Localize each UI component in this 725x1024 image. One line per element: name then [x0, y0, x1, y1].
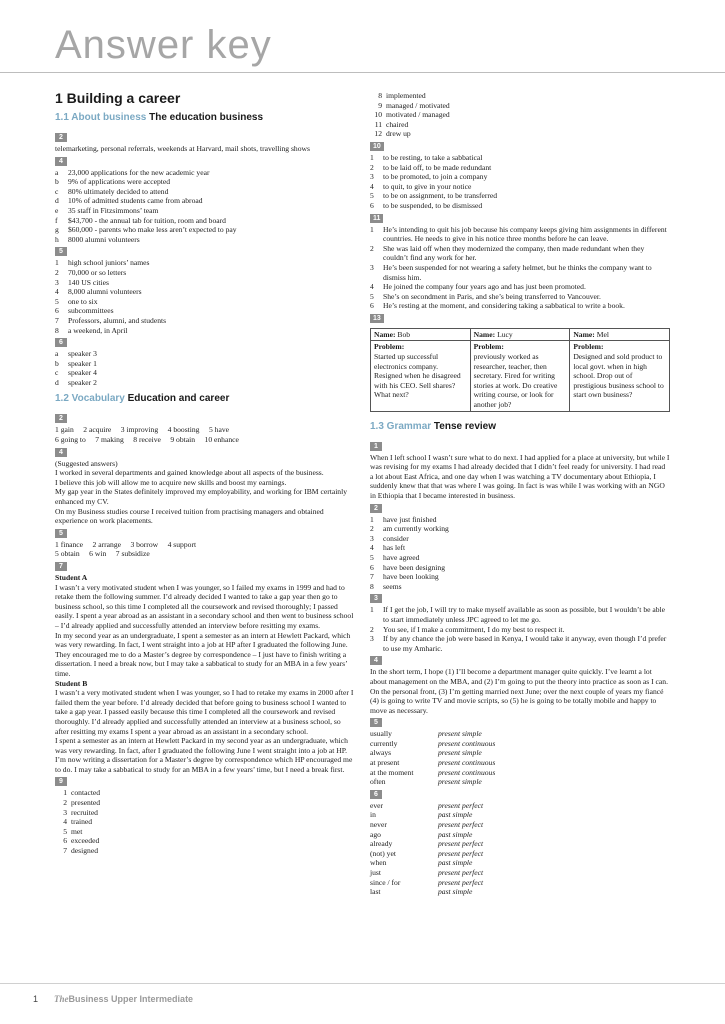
item-key: 10: [374, 110, 382, 120]
list-item: [370, 129, 670, 139]
tense-row: [370, 830, 670, 840]
item-text: He’s intending to quit his job because his company keeps giving him assignments in different countries. He needs to give in his notice three months before he can leave.: [383, 224, 667, 244]
list-item: [55, 287, 355, 297]
item-key: c: [55, 368, 59, 378]
time-expression: just: [370, 868, 381, 877]
item-text: 9% of applications were accepted: [68, 177, 171, 187]
exercise-badge: 5: [55, 529, 67, 538]
answer-list: [370, 153, 670, 211]
list-item: [55, 378, 355, 388]
answer-list: [370, 515, 670, 592]
list-item: [370, 182, 670, 192]
section-1-3-heading: [370, 420, 670, 433]
item-text: 8000 alumni volunteers: [68, 234, 140, 244]
item-text: presented: [71, 798, 101, 808]
table-row: [371, 328, 670, 341]
table-cell: Name: Bob: [371, 328, 471, 341]
list-item: [370, 292, 670, 302]
item-key: c: [55, 186, 59, 196]
list-item: [370, 582, 670, 592]
list-item: [370, 163, 670, 173]
exercise-badge: 13: [370, 314, 384, 323]
item-key: 1: [370, 224, 374, 234]
item-key: 6: [370, 301, 374, 311]
list-item: [370, 244, 670, 263]
list-item: [55, 827, 355, 837]
item-text: to quit, to give in your notice: [383, 181, 472, 191]
list-item: [55, 216, 355, 226]
item-key: a: [55, 167, 59, 177]
exercise-badge: 9: [55, 777, 67, 786]
item-key: 1: [370, 605, 374, 615]
tense-row: [370, 858, 670, 868]
list-item: [370, 625, 670, 635]
time-expression: ever: [370, 800, 384, 810]
exercise-badge: 4: [370, 656, 382, 665]
item-text: speaker 4: [68, 368, 97, 378]
item-text: implemented: [386, 91, 426, 100]
list-item: [55, 168, 355, 178]
list-item: [370, 91, 670, 101]
list-item: [370, 563, 670, 573]
answer-paragraphs: [55, 459, 355, 526]
book-title: TheBusiness Upper Intermediate: [54, 994, 194, 1004]
list-item: [55, 258, 355, 268]
tense-name: present perfect: [438, 877, 484, 887]
item-text: to be laid off, to be made redundant: [383, 162, 492, 172]
item-text: to be on assignment, to be transferred: [383, 191, 498, 201]
section-number: 1.3 Grammar: [370, 420, 432, 432]
item-text: am currently working: [383, 524, 449, 534]
item-key: b: [55, 177, 59, 187]
time-expression: currently: [370, 738, 398, 748]
list-item: [370, 191, 670, 201]
list-item: [370, 101, 670, 111]
time-expression: last: [370, 887, 381, 897]
answer-paragraph: My gap year in the States definitely improved my employability, and working for IBM certainly enhanced my CV.: [55, 487, 348, 507]
item-text: She was laid off when they modernized the company, then made redundant when they couldn’t find any work for her.: [383, 243, 645, 263]
time-expression: (not) yet: [370, 848, 396, 858]
student-a-label: Student A: [55, 573, 88, 582]
exercise-badge: 2: [370, 504, 382, 513]
tense-name: present continuous: [438, 738, 496, 748]
item-key: 3: [370, 634, 374, 644]
item-key: 4: [370, 282, 374, 292]
item-key: d: [55, 377, 59, 387]
table-cell: Problem: Started up successful electronics company. Resigned when he disagreed with his CEO. Sell shares? What next?: [371, 341, 471, 411]
section-1-1-heading: [55, 111, 355, 124]
page-header-title: Answer key: [55, 23, 272, 67]
tense-name: past simple: [438, 887, 473, 897]
item-text: chaired: [386, 119, 409, 129]
item-text: high school juniors’ names: [68, 258, 150, 268]
time-expression: since / for: [370, 877, 401, 887]
list-item: [55, 235, 355, 245]
list-item: [55, 326, 355, 336]
item-text: $43,700 - the annual tab for tuition, room and board: [68, 215, 226, 225]
item-text: subcommittees: [68, 306, 114, 316]
item-key: 5: [370, 291, 374, 301]
tense-row: [370, 729, 670, 739]
answer-line: 1 finance 2 arrange 3 borrow 4 support: [55, 539, 197, 549]
exercise-badge: 4: [55, 157, 67, 166]
list-item: [370, 172, 670, 182]
answer-line: 5 obtain 6 win 7 subsidize: [55, 549, 150, 559]
list-item: [370, 153, 670, 163]
section-title: Tense review: [431, 420, 497, 432]
answer-paragraph: I worked in several departments and gained knowledge about all aspects of the business.: [55, 468, 324, 478]
item-text: 10% of admitted students came from abroad: [68, 196, 203, 206]
item-text: trained: [71, 817, 93, 827]
item-key: 2: [63, 798, 67, 808]
item-text: 70,000 or so letters: [68, 267, 127, 277]
exercise-badge: 3: [370, 594, 382, 603]
tense-name: past simple: [438, 810, 473, 820]
item-key: 2: [370, 624, 374, 634]
answer-list: [370, 605, 670, 653]
answer-list: [55, 349, 355, 387]
exercise-badge: 6: [55, 338, 67, 347]
answer-line: 1 gain 2 acquire 3 improving 4 boosting 5 have: [55, 425, 229, 435]
item-text: $60,000 - parents who make less aren’t expected to pay: [68, 225, 237, 235]
list-item: [55, 788, 355, 798]
exercise-badge: 1: [370, 442, 382, 451]
exercise-badge: 2: [55, 133, 67, 142]
item-key: 8: [370, 581, 374, 591]
right-column: [370, 91, 670, 897]
item-text: managed / motivated: [386, 100, 450, 110]
item-text: met: [71, 826, 83, 836]
section-1-2-heading: [55, 392, 355, 405]
list-item: [55, 316, 355, 326]
exercise-badge: 11: [370, 214, 383, 223]
item-key: 7: [370, 572, 374, 582]
page-number: 1: [33, 994, 39, 1004]
item-key: 3: [63, 807, 67, 817]
item-text: speaker 3: [68, 349, 97, 359]
item-key: d: [55, 196, 59, 206]
tense-name: present simple: [438, 729, 482, 739]
item-key: 7: [55, 315, 59, 325]
time-expression: when: [370, 858, 387, 868]
table-row: [371, 341, 670, 411]
item-text: He’s been suspended for not wearing a safety helmet, but he thinks the company want to dismiss him.: [383, 262, 652, 282]
time-expression: never: [370, 820, 387, 830]
item-text: She’s on secondment in Paris, and she’s being transferred to Vancouver.: [383, 291, 601, 301]
item-text: designed: [71, 846, 98, 856]
answer-paragraph: I spent a semester as an intern at Hewlett Packard in my second year as an undergraduate, which was very rewarding. In fact, after I graduated the following June I went straight into a job at HP. I’m now writing a dissertation for a Master’s degree by correspondence which HP encouraged me to do. I may take a sabbatical to study for an MBA in a few years’ time, but I need a break first.: [55, 736, 353, 774]
section-number: 1.1 About business: [55, 112, 147, 123]
item-key: 6: [370, 200, 374, 210]
list-item: [370, 263, 670, 282]
item-text: have been looking: [383, 572, 439, 582]
page-footer: [33, 994, 193, 1005]
item-text: to be suspended, to be dismissed: [383, 200, 483, 210]
tense-row: [370, 758, 670, 768]
item-text: If I get the job, I will try to make myself available as soon as possible, but I wouldn’t be able to start immediately unless JPC agreed to let me go.: [383, 605, 666, 624]
tense-row: [370, 777, 670, 787]
exercise-badge: 10: [370, 142, 384, 151]
answer-list: [55, 168, 355, 245]
item-text: 140 US cities: [68, 277, 109, 287]
list-item: [55, 297, 355, 307]
time-expression: already: [370, 839, 393, 849]
answer-paragraph: I wasn’t a very motivated student when I was younger, so I had to retake my exams in 2000 after I failed them the year before. I’d already decided that before going to business school I wanted to take a gap year. I passed easily because this time I completed all the coursework and revised thoroughly. I’d already applied and successfully attended an interview at a business school, so after resitting my exams I spent a year abroad as an assistant in a secondary school.: [55, 688, 354, 736]
item-key: f: [55, 215, 58, 225]
item-text: 35 staff in Fitzsimmons’ team: [68, 205, 159, 215]
list-item: [370, 605, 670, 624]
item-key: 4: [55, 287, 59, 297]
item-key: 9: [378, 100, 382, 110]
time-expression: usually: [370, 729, 392, 739]
item-text: have been designing: [383, 562, 445, 572]
item-key: 6: [63, 836, 67, 846]
item-text: has left: [383, 543, 406, 553]
tense-name: present perfect: [438, 868, 484, 877]
exercise-badge: 2: [55, 414, 67, 423]
list-item: [370, 543, 670, 553]
list-item: [370, 301, 670, 311]
section-title: Education and career: [124, 393, 230, 405]
time-expression: always: [370, 748, 392, 758]
item-key: a: [55, 349, 59, 359]
time-expression: often: [370, 777, 386, 787]
item-key: 4: [63, 817, 67, 827]
time-expression: in: [370, 810, 376, 820]
list-item: [370, 524, 670, 534]
tense-row: [370, 887, 670, 897]
item-key: 3: [370, 262, 374, 272]
time-expression: at the moment: [370, 767, 414, 777]
list-item: [55, 359, 355, 369]
item-key: 1: [370, 152, 374, 162]
item-text: a weekend, in April: [68, 325, 128, 335]
table-cell: Name: Lucy: [470, 328, 570, 341]
student-b-label: Student B: [55, 678, 88, 688]
item-key: 2: [370, 243, 374, 253]
item-text: to be resting, to take a sabbatical: [383, 152, 483, 162]
item-text: to be promoted, to join a company: [383, 172, 488, 182]
item-key: 2: [370, 524, 374, 534]
section-number: 1.2 Vocabulary: [55, 393, 125, 405]
tense-name: present simple: [438, 748, 482, 758]
item-text: 80% ultimately decided to attend: [68, 186, 169, 196]
tense-name: present perfect: [438, 839, 484, 849]
item-key: 3: [370, 172, 374, 182]
answer-list: [55, 258, 355, 335]
tense-row: [370, 810, 670, 820]
item-key: 6: [55, 306, 59, 316]
item-text: 8,000 alumni volunteers: [68, 287, 142, 297]
item-key: 1: [63, 788, 67, 798]
list-item: [55, 846, 355, 856]
item-key: 3: [55, 277, 59, 287]
list-item: [370, 120, 670, 130]
answer-text: telemarketing, personal referrals, weekends at Harvard, mail shots, travelling shows: [55, 144, 310, 153]
list-item: [370, 282, 670, 292]
list-item: [55, 798, 355, 808]
list-item: [55, 187, 355, 197]
list-item: [55, 225, 355, 235]
student-b-text: [55, 688, 355, 774]
time-expression: ago: [370, 829, 381, 839]
tense-name: present perfect: [438, 848, 484, 858]
left-column: [55, 90, 355, 856]
list-item: [55, 268, 355, 278]
item-text: He’s resting at the moment, and considering taking a sabbatical to write a book.: [383, 301, 625, 311]
character-table: [370, 328, 670, 412]
list-item: [55, 817, 355, 827]
tense-name: present continuous: [438, 767, 496, 777]
exercise-badge: 5: [370, 718, 382, 727]
tense-row: [370, 868, 670, 878]
answer-list: [55, 788, 355, 855]
exercise-badge: 5: [55, 247, 67, 256]
tense-row: [370, 849, 670, 859]
list-item: [370, 515, 670, 525]
exercise-badge: 6: [370, 790, 382, 799]
item-text: have agreed: [383, 552, 420, 562]
item-key: 5: [55, 296, 59, 306]
list-item: [370, 634, 670, 653]
student-a-text: [55, 583, 355, 679]
item-text: You see, if I make a commitment, I do my best to respect it.: [383, 624, 565, 634]
section-title: The education business: [146, 112, 264, 123]
item-key: 4: [370, 181, 374, 191]
item-key: e: [55, 205, 59, 215]
item-key: 5: [370, 191, 374, 201]
item-key: 2: [370, 162, 374, 172]
list-item: [55, 808, 355, 818]
answer-paragraph: On my Business studies course I received tuition from practising managers and obtained experience on work placements.: [55, 506, 324, 526]
list-item: [370, 110, 670, 120]
tense-row: [370, 748, 670, 758]
item-key: b: [55, 358, 59, 368]
footer-divider: [0, 983, 725, 984]
item-key: 1: [370, 514, 374, 524]
answer-list: [370, 91, 670, 139]
item-text: contacted: [71, 788, 101, 798]
tense-list: [370, 729, 670, 787]
item-key: 5: [63, 826, 67, 836]
item-key: g: [55, 225, 59, 235]
item-key: 7: [63, 846, 67, 856]
tense-name: past simple: [438, 858, 473, 868]
tense-list: [370, 801, 670, 897]
tense-name: present simple: [438, 777, 482, 787]
item-text: If by any chance the job were based in Kenya, I would take it anyway, even though I’d prefer to use my Amharic.: [383, 634, 667, 653]
item-text: consider: [383, 533, 409, 543]
header-divider: [0, 72, 725, 73]
item-text: 23,000 applications for the new academic year: [68, 167, 210, 177]
item-text: one to six: [68, 296, 98, 306]
list-item: [55, 836, 355, 846]
item-text: have just finished: [383, 514, 437, 524]
answer-paragraph: In my second year as an undergraduate, I spent a semester as an intern at Hewlett Packard, which was very rewarding. In fact, I went straight into a job at HP after I graduated the following June. They encouraged me to do a Master’s degree by correspondence – I just have to finish writing a dissertation. I need a break now, but I may take a sabbatical to study for an MBA in a few years’ time.: [55, 630, 351, 678]
list-item: [55, 278, 355, 288]
answer-list: [370, 225, 670, 311]
item-key: 2: [55, 267, 59, 277]
list-item: [370, 534, 670, 544]
list-item: [55, 206, 355, 216]
item-text: speaker 2: [68, 377, 97, 387]
answer-line: 6 going to 7 making 8 receive 9 obtain 10 enhance: [55, 435, 239, 445]
answer-text: In the short term, I hope (1) I’ll become a department manager quite quickly. I’ve learnt a lot about management on the MBA, and (2) I’m going to put the theory into practice as soon as I can. On the personal front, (3) I’m getting married next June; over the next couple of years my fiancé (4) is going to write TV and movie scripts, so (5) he is going to be totally mobile and happy to move as necessary.: [370, 667, 668, 715]
answer-paragraph: (Suggested answers): [55, 458, 118, 468]
time-expression: at present: [370, 758, 400, 768]
item-text: Professors, alumni, and students: [68, 315, 167, 325]
answer-text: When I left school I wasn’t sure what to do next. I had applied for a place at university, but while I was revising for my exams I had already decided that I didn’t feel ready for university. I had read a lot about East Africa, and one day when I was watching a TV documentary about Ethiopia, I suddenly knew that that was where I was going. In fact is was while I was working with an NGO in Ethiopia that I became interested in business.: [370, 452, 670, 500]
tense-row: [370, 768, 670, 778]
item-text: motivated / managed: [386, 110, 450, 120]
tense-row: [370, 820, 670, 830]
item-text: seems: [383, 581, 402, 591]
exercise-badge: 7: [55, 562, 67, 571]
item-text: speaker 1: [68, 358, 97, 368]
answer-paragraph: I wasn’t a very motivated student when I was younger, so I failed my exams in 1999 and had to retake them the following summer. I’d already decided I wanted to take a gap year then go to business school, so this time I completed all the coursework and revised thoroughly; I passed easily. I spent a year abroad as an assistant in a secondary school and then went to business school – I’d already applied and successfully attended an interview before resitting my exams.: [55, 582, 354, 630]
list-item: [370, 572, 670, 582]
list-item: [55, 349, 355, 359]
item-key: 5: [370, 552, 374, 562]
item-key: 12: [374, 129, 382, 139]
item-key: 8: [378, 91, 382, 100]
exercise-badge: 4: [55, 448, 67, 457]
item-text: He joined the company four years ago and has just been promoted.: [383, 282, 586, 292]
item-text: exceeded: [71, 836, 100, 846]
list-item: [55, 177, 355, 187]
unit-title: 1 Building a career: [55, 90, 181, 106]
tense-row: [370, 801, 670, 811]
tense-name: past simple: [438, 829, 473, 839]
tense-row: [370, 839, 670, 849]
list-item: [55, 306, 355, 316]
table-cell: Problem: Designed and sold product to local govt. when in high school. Drop out of prestigious business school to start own business?: [570, 341, 670, 411]
tense-name: present perfect: [438, 800, 484, 810]
tense-name: present continuous: [438, 758, 496, 768]
tense-name: present perfect: [438, 820, 484, 830]
tense-row: [370, 739, 670, 749]
item-text: recruited: [71, 807, 98, 817]
item-key: 4: [370, 543, 374, 553]
list-item: [55, 196, 355, 206]
item-key: 3: [370, 533, 374, 543]
item-key: 11: [374, 119, 382, 129]
list-item: [370, 225, 670, 244]
list-item: [370, 201, 670, 211]
item-text: drew up: [386, 129, 411, 139]
table-cell: Name: Mel: [570, 328, 670, 341]
tense-row: [370, 878, 670, 888]
table-cell: Problem: previously worked as researcher, teacher, then secretary. Fired for writing stories at work. Do creative writing course, or look for another job?: [470, 341, 570, 411]
list-item: [55, 368, 355, 378]
item-key: 8: [55, 325, 59, 335]
item-key: 6: [370, 562, 374, 572]
answer-paragraph: I believe this job will allow me to acquire new skills and boost my earnings.: [55, 477, 287, 487]
list-item: [370, 553, 670, 563]
item-key: 1: [55, 258, 59, 268]
item-key: h: [55, 234, 59, 244]
